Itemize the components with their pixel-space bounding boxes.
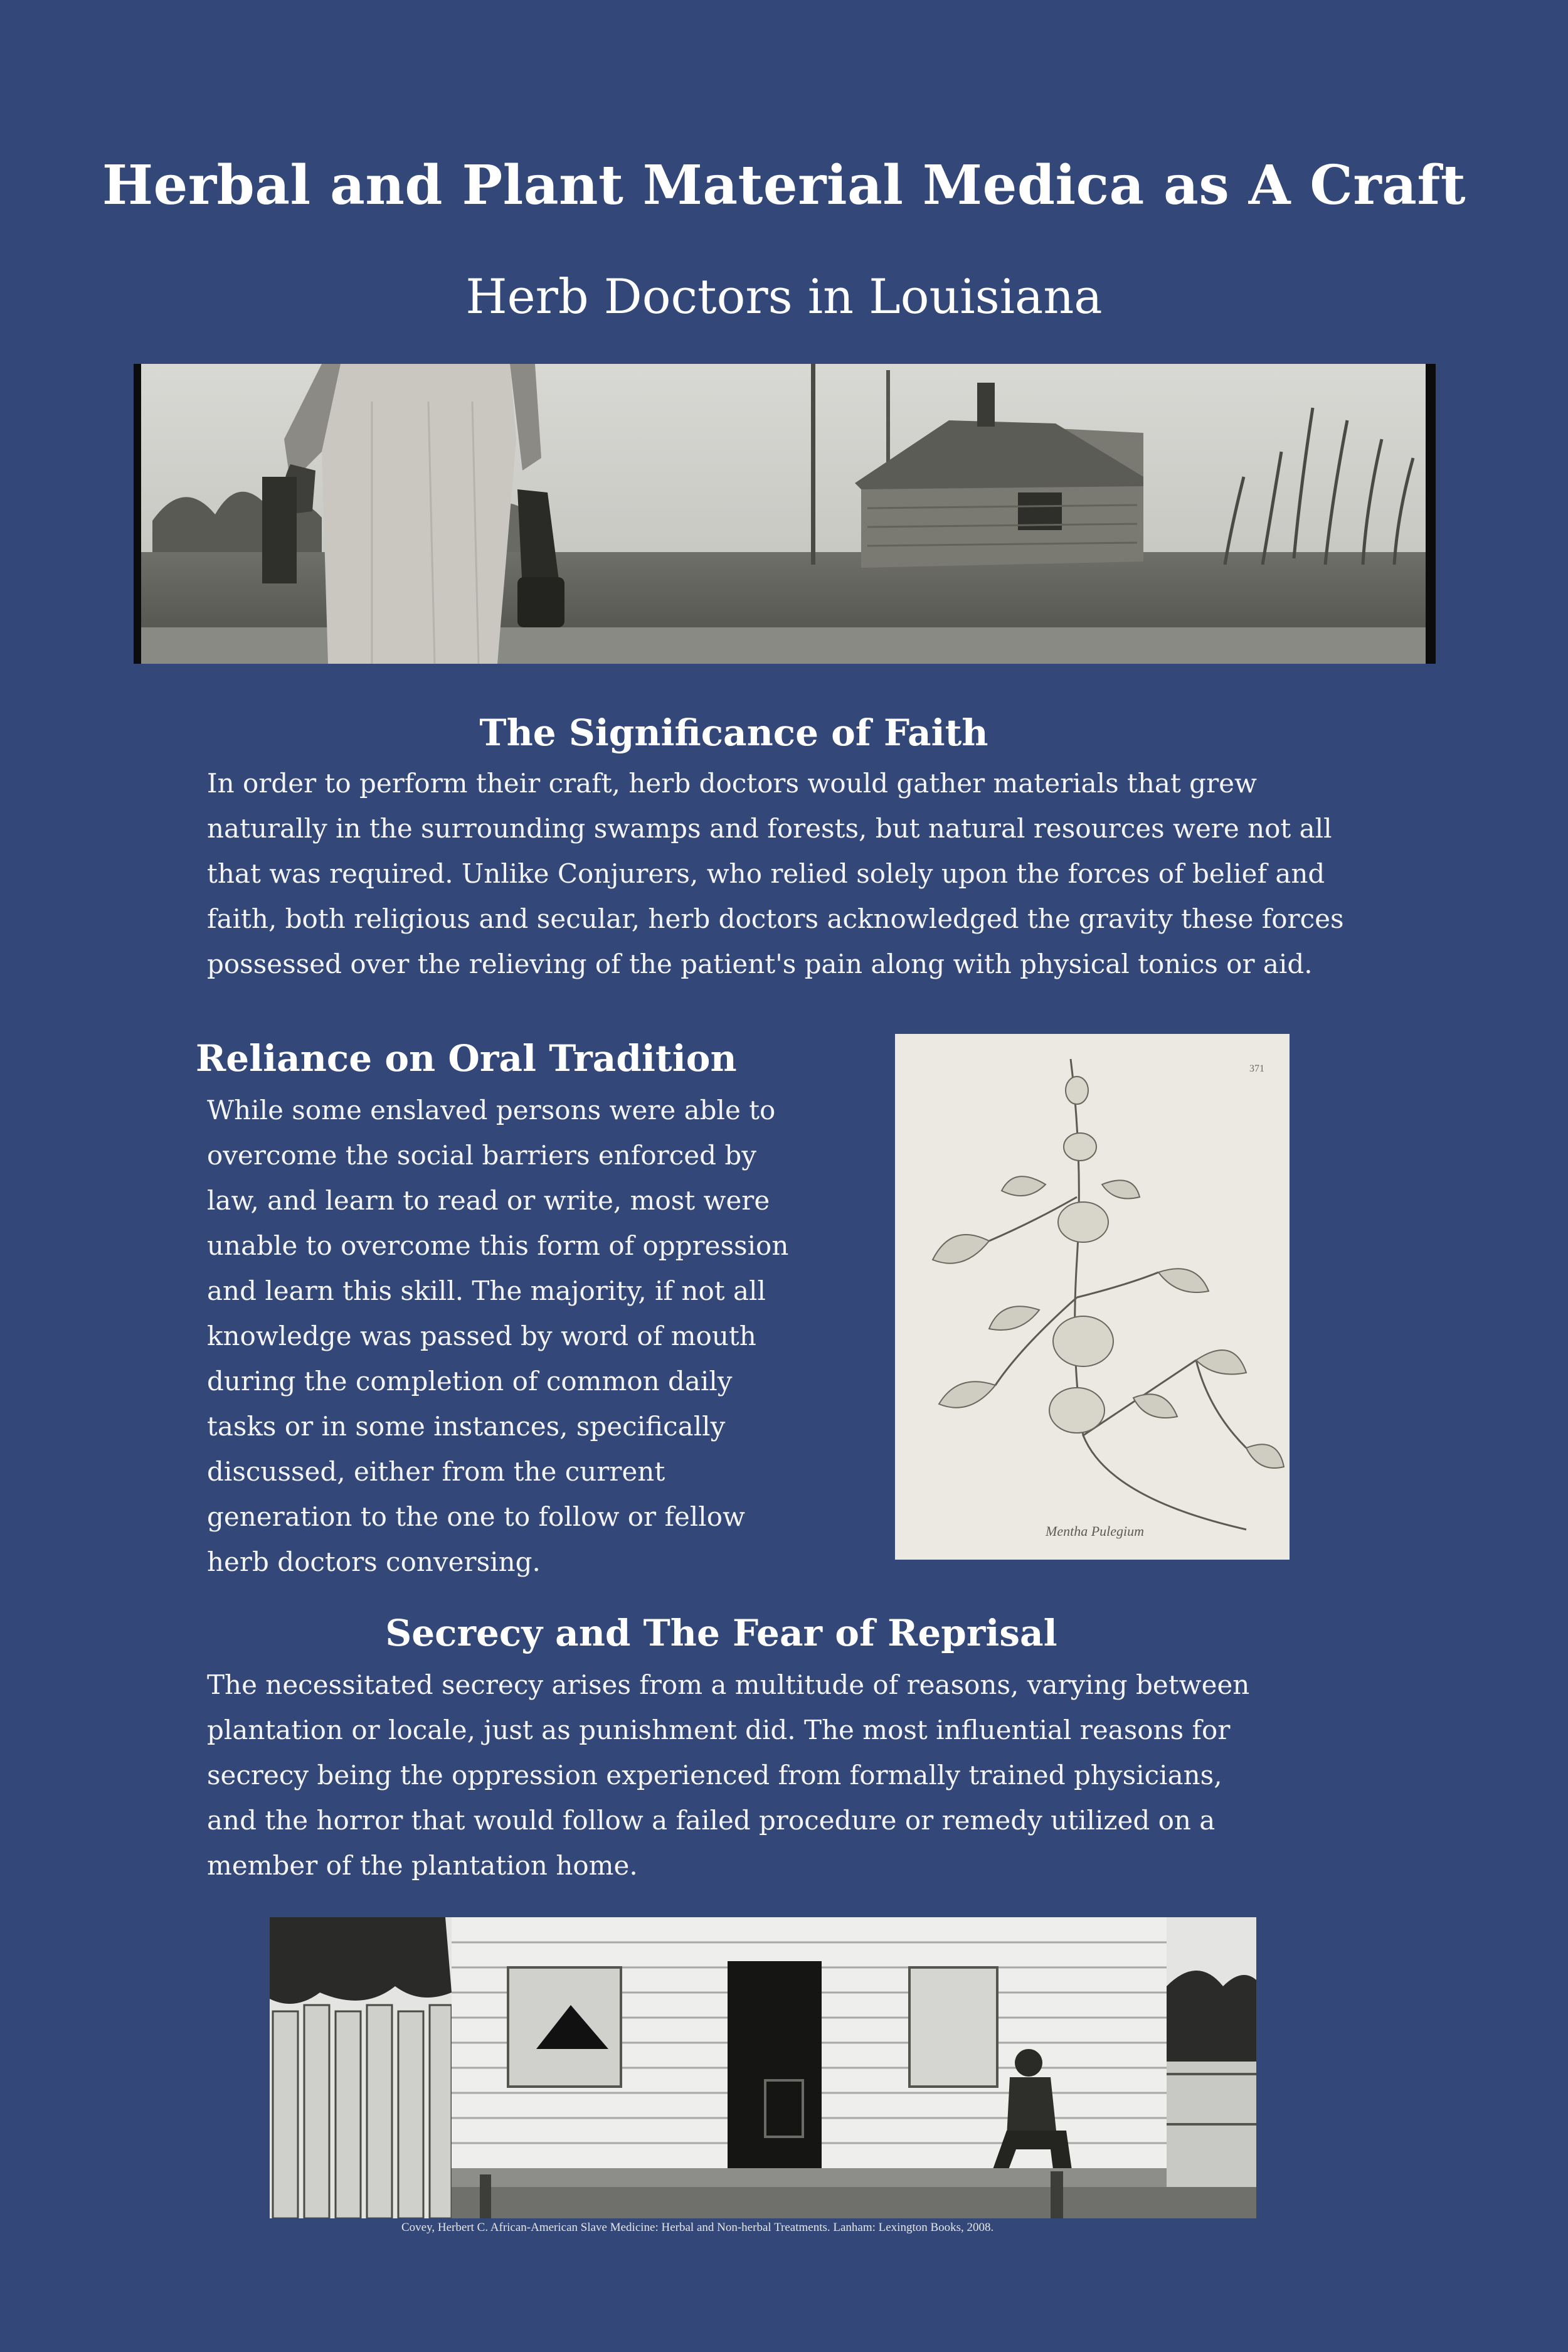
paragraph-oral-tradition <box>207 1088 788 1585</box>
paragraph-secrecy <box>207 1663 1249 1888</box>
bottom-photo-cabin-porch <box>270 1917 1256 2218</box>
oral-line: generation to the one to follow or fellow <box>207 1501 745 1532</box>
oral-line: overcome the social barriers enforced by <box>207 1140 756 1171</box>
oral-line: tasks or in some instances, specifically <box>207 1411 726 1442</box>
citation: Covey, Herbert C. African-American Slave Medicine: Herbal and Non-herbal Treatments. Lanham: Lexington Books, 2008. <box>401 2221 994 2234</box>
plate-label: Mentha Pulegium <box>1046 1523 1145 1539</box>
faith-line: possessed over the relieving of the patient's pain along with physical tonics or aid. <box>207 949 1313 979</box>
oral-line: law, and learn to read or write, most were <box>207 1185 770 1216</box>
faith-line: In order to perform their craft, herb doctors would gather materials that grew <box>207 768 1257 799</box>
paragraph-significance-of-faith <box>207 761 1344 987</box>
heading-significance-of-faith: The Significance of Faith <box>479 711 988 754</box>
faith-line: naturally in the surrounding swamps and forests, but natural resources were not all <box>207 813 1332 844</box>
botanical-plate-mentha-pulegium <box>895 1034 1290 1560</box>
oral-line: and learn this skill. The majority, if not all <box>207 1275 766 1306</box>
oral-line: knowledge was passed by word of mouth <box>207 1321 756 1351</box>
oral-line: during the completion of common daily <box>207 1366 733 1397</box>
top-photo-woman-and-cabin <box>134 364 1436 664</box>
secrecy-line: secrecy being the oppression experienced from formally trained physicians, <box>207 1760 1222 1791</box>
bottom-photo-illustration <box>270 1917 1256 2218</box>
page-subtitle: Herb Doctors in Louisiana <box>465 269 1103 324</box>
oral-line: While some enslaved persons were able to <box>207 1095 776 1125</box>
botanical-drawing <box>895 1034 1290 1560</box>
plate-number: 371 <box>1249 1063 1264 1074</box>
secrecy-line: plantation or locale, just as punishment did. The most influential reasons for <box>207 1715 1231 1745</box>
oral-line: herb doctors conversing. <box>207 1546 541 1577</box>
top-photo-illustration <box>134 364 1436 664</box>
secrecy-line: The necessitated secrecy arises from a multitude of reasons, varying between <box>207 1669 1250 1700</box>
oral-line: discussed, either from the current <box>207 1456 665 1487</box>
oral-line: unable to overcome this form of oppression <box>207 1230 789 1261</box>
faith-line: that was required. Unlike Conjurers, who relied solely upon the forces of belief and <box>207 858 1325 889</box>
faith-line: faith, both religious and secular, herb doctors acknowledged the gravity these forces <box>207 903 1344 934</box>
secrecy-line: member of the plantation home. <box>207 1850 638 1881</box>
page-title: Herbal and Plant Material Medica as A Craft <box>102 154 1466 217</box>
secrecy-line: and the horror that would follow a failed procedure or remedy utilized on a <box>207 1805 1216 1836</box>
heading-reliance-on-oral-tradition: Reliance on Oral Tradition <box>196 1037 737 1080</box>
heading-secrecy-and-fear-of-reprisal: Secrecy and The Fear of Reprisal <box>385 1612 1057 1654</box>
